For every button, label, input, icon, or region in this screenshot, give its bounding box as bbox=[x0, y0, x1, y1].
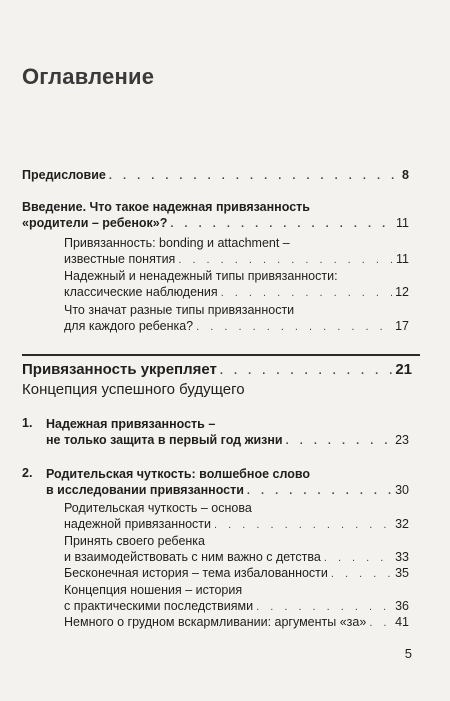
entry-label: «родители – ребенок»? bbox=[22, 216, 168, 230]
entry-label: Концепция ношения – история bbox=[64, 583, 243, 597]
entry-page: 12 bbox=[395, 285, 409, 299]
entry-label: Надежная привязанность – bbox=[46, 417, 216, 431]
toc-entry-intro[interactable] bbox=[22, 215, 409, 232]
entry-label: не только защита в первый год жизни bbox=[46, 433, 283, 447]
toc-sub-3-line1[interactable] bbox=[64, 302, 294, 318]
entry-label: Принять своего ребенка bbox=[64, 534, 205, 548]
toc-chapter-1-line1[interactable] bbox=[46, 416, 215, 432]
entry-label: с практическими последствиями bbox=[64, 599, 254, 613]
toc-entry-preface[interactable] bbox=[22, 167, 409, 184]
part-divider bbox=[22, 354, 420, 356]
toc-chapter-2[interactable] bbox=[46, 482, 409, 499]
entry-page: 36 bbox=[395, 599, 409, 613]
entry-page: 8 bbox=[402, 168, 409, 182]
entry-label: известные понятия bbox=[64, 252, 176, 266]
leader-dots bbox=[109, 168, 399, 184]
entry-page: 41 bbox=[395, 615, 409, 629]
leader-dots bbox=[247, 483, 392, 499]
toc-sub-2[interactable] bbox=[64, 284, 409, 301]
entry-label: Немного о грудном вскармливании: аргументы «за» bbox=[64, 615, 367, 629]
leader-dots bbox=[369, 615, 392, 631]
entry-page: 21 bbox=[395, 361, 412, 378]
toc-chapter-1[interactable] bbox=[46, 432, 409, 449]
entry-label: для каждого ребенка? bbox=[64, 319, 194, 333]
entry-label: Бесконечная история – тема избалованности bbox=[64, 566, 328, 580]
toc-ch2-sub-1[interactable] bbox=[64, 516, 409, 533]
leader-dots bbox=[286, 433, 393, 449]
leader-dots bbox=[214, 517, 392, 533]
entry-label: Введение. Что такое надежная привязанность bbox=[22, 200, 310, 214]
entry-label: Родительская чуткость – основа bbox=[64, 501, 252, 515]
toc-ch2-sub-2-line1[interactable] bbox=[64, 533, 205, 549]
toc-ch2-sub-2[interactable] bbox=[64, 549, 409, 566]
entry-page: 32 bbox=[395, 517, 409, 531]
toc-sub-2-line1[interactable] bbox=[64, 268, 338, 284]
chapter-number: 2. bbox=[22, 466, 33, 480]
leader-dots bbox=[221, 285, 392, 301]
toc-ch2-sub-4[interactable] bbox=[64, 598, 409, 615]
entry-label: и взаимодействовать с ним важно с детства bbox=[64, 550, 321, 564]
chapter-number: 1. bbox=[22, 416, 33, 430]
toc-part[interactable] bbox=[22, 360, 412, 381]
entry-page: 11 bbox=[396, 216, 409, 230]
toc-sub-3[interactable] bbox=[64, 318, 409, 335]
leader-dots bbox=[170, 216, 393, 232]
entry-label: Надежный и ненадежный типы привязанности: bbox=[64, 269, 338, 283]
part-subtitle: Концепция успешного будущего bbox=[22, 381, 245, 398]
leader-dots bbox=[331, 566, 392, 582]
toc-ch2-sub-5[interactable] bbox=[64, 614, 409, 631]
entry-label: Родительская чуткость: волшебное слово bbox=[46, 467, 311, 481]
entry-label: Привязанность: bonding и attachment – bbox=[64, 236, 290, 250]
leader-dots bbox=[256, 599, 392, 615]
toc-ch2-sub-4-line1[interactable] bbox=[64, 582, 242, 598]
toc-entry-intro-line1[interactable] bbox=[22, 199, 310, 215]
toc-ch2-sub-3[interactable] bbox=[64, 565, 409, 582]
entry-label: надежной привязанности bbox=[64, 517, 212, 531]
entry-page: 11 bbox=[396, 252, 409, 266]
entry-page: 33 bbox=[395, 550, 409, 564]
toc-sub-1-line1[interactable] bbox=[64, 235, 290, 251]
leader-dots bbox=[324, 550, 392, 566]
toc-sub-1[interactable] bbox=[64, 251, 409, 268]
entry-page: 35 bbox=[395, 566, 409, 580]
toc-heading: Оглавление bbox=[22, 64, 155, 89]
entry-page: 23 bbox=[395, 433, 409, 447]
toc-ch2-sub-1-line1[interactable] bbox=[64, 500, 252, 516]
entry-label: в исследовании привязанности bbox=[46, 483, 244, 497]
part-title: Привязанность укрепляет bbox=[22, 361, 217, 378]
leader-dots bbox=[196, 319, 392, 335]
entry-label: Что значат разные типы привязанности bbox=[64, 303, 295, 317]
entry-page: 17 bbox=[395, 319, 409, 333]
entry-page: 30 bbox=[395, 483, 409, 497]
leader-dots bbox=[220, 361, 392, 381]
entry-label: классические наблюдения bbox=[64, 285, 218, 299]
toc-chapter-2-line1[interactable] bbox=[46, 466, 310, 482]
entry-label: Предисловие bbox=[22, 168, 106, 182]
leader-dots bbox=[178, 252, 393, 268]
page-number: 5 bbox=[404, 646, 412, 661]
